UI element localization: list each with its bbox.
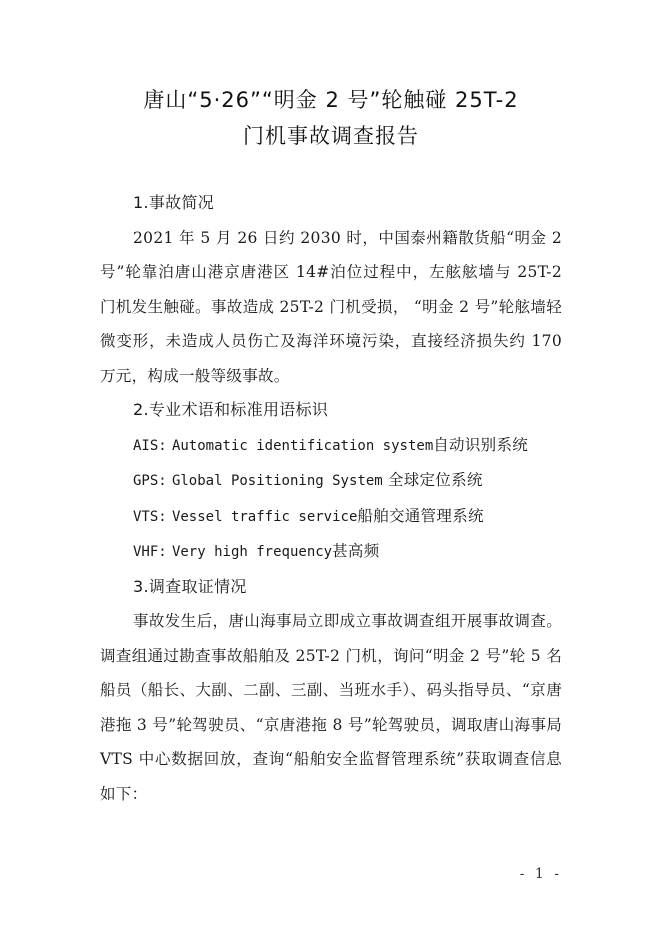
term-abbr: VHF: — [133, 544, 167, 560]
section-1-heading: 1.事故简况 — [133, 193, 215, 212]
section-3-heading: 3.调查取证情况 — [133, 576, 247, 596]
term-vts — [100, 499, 562, 535]
term-abbr: VTS: — [133, 508, 167, 525]
term-vhf — [100, 534, 562, 570]
term-meaning: 甚高频 — [332, 542, 380, 560]
section-2-heading: 2.专业术语和标准用语标识 — [133, 400, 329, 419]
term-full: Global Positioning System — [171, 473, 383, 489]
document-title — [60, 82, 602, 154]
section-1-paragraph: 2021 年 5 月 26 日约 2030 时，中国泰州籍散货船“明金 2 号”轮靠泊唐山港京唐港区 14#泊位过程中，左舷舷墙与 25T-2 门机发生触碰。事故造成 25T-2 门机受损， “明金 2 号”轮舷墙轻微变形，未造成人员伤亡及海洋环境污染，直接经济损失约 170 万元，构成一般等级事故。 — [100, 228, 562, 385]
page-number: - 1 - — [519, 866, 562, 882]
section-3-paragraph: 事故发生后，唐山海事局立即成立事故调查组开展事故调查。调查组通过勘查事故船舶及 25T-2 门机，询问“明金 2 号”轮 5 名船员（船长、大副、二副、三副、当班水手）、码头指导员、“京唐港拖 3 号”轮驾驶员、“京唐港拖 8 号”轮驾驶员，调取唐山海事局 VTS 中心数据回放，查询“船舶安全监督管理系统”获取调查信息如下： — [100, 612, 562, 803]
term-meaning: 船舶交通管理系统 — [357, 506, 484, 525]
title-line-2: 门机事故调查报告 — [243, 124, 419, 148]
term-meaning: 自动识别系统 — [433, 435, 529, 454]
term-full: Automatic identification system — [171, 437, 434, 454]
title-line-1: 唐山“5·26”“明金 2 号”轮触碰 25T-2 — [143, 88, 519, 112]
term-abbr: AIS: — [133, 437, 167, 454]
term-ais — [100, 428, 562, 464]
term-meaning: 全球定位系统 — [387, 471, 483, 489]
term-full: Very high frequency — [171, 544, 333, 560]
term-abbr: GPS: — [133, 473, 167, 489]
term-full: Vessel traffic service — [171, 508, 358, 525]
document-body — [100, 186, 562, 811]
term-gps — [100, 463, 562, 499]
